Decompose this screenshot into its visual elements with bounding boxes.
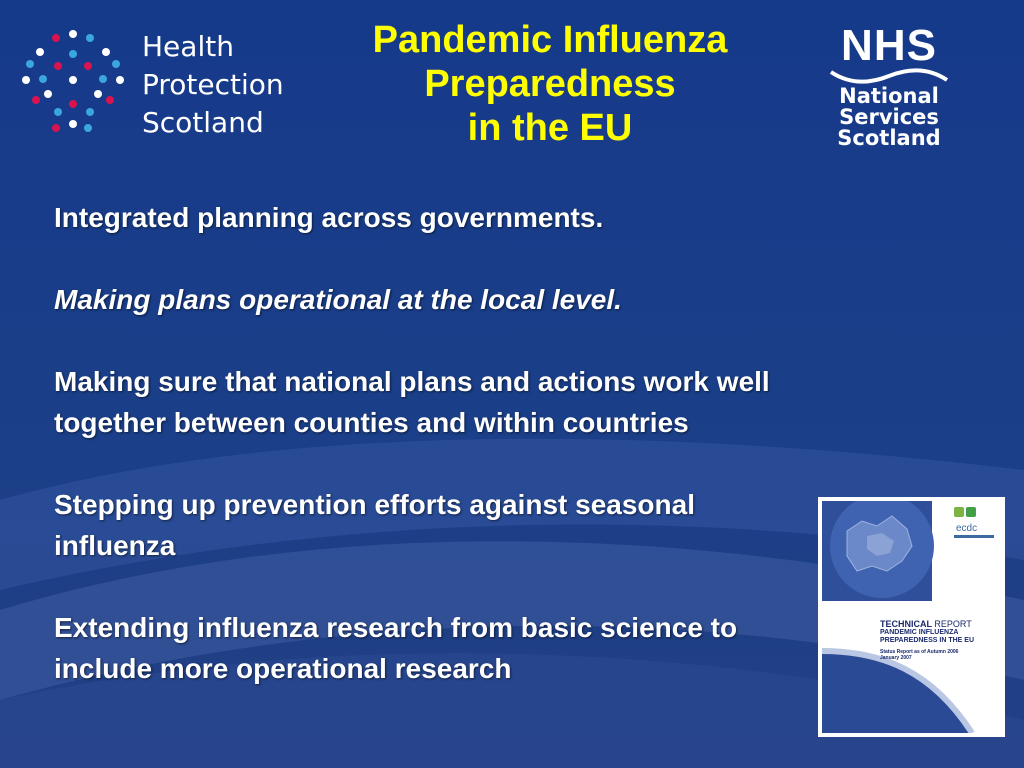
- report-cover-image: [818, 497, 1005, 737]
- report-cover-text: [880, 619, 1000, 661]
- report-status: January 2007: [880, 655, 912, 661]
- title-line: in the EU: [467, 107, 633, 149]
- hps-line: Health: [142, 30, 234, 63]
- nhs-wordmark: NHS: [841, 21, 937, 70]
- body-text: [54, 197, 814, 730]
- hps-line: Scotland: [142, 106, 264, 139]
- report-cover-art: [822, 501, 1001, 733]
- report-title: [880, 619, 1000, 629]
- bullet-paragraph: Making plans operational at the local level.: [54, 284, 622, 315]
- report-subtitle: PANDEMIC INFLUENZA: [880, 629, 959, 636]
- report-status: Status Report as of Autumn 2006: [880, 649, 959, 655]
- hps-dots-icon: [18, 24, 128, 139]
- nhs-line: National: [839, 84, 939, 108]
- hps-logo: [18, 24, 308, 144]
- ecdc-logo-icon: [954, 507, 994, 538]
- hps-line: Protection: [142, 68, 284, 101]
- slide-title: [300, 18, 800, 150]
- title-line: Preparedness: [424, 63, 676, 105]
- nhs-line: Scotland: [837, 126, 941, 150]
- report-title-rest: REPORT: [934, 619, 972, 629]
- report-title-bold: TECHNICAL: [880, 619, 932, 629]
- hps-logo-text: [142, 28, 284, 142]
- bullet-paragraph: Integrated planning across governments.: [54, 202, 604, 233]
- report-cover: [822, 501, 1001, 733]
- bullet-paragraph: Stepping up prevention efforts against seasonal influenza: [54, 489, 695, 561]
- svg-text:ecdc: ecdc: [956, 523, 978, 534]
- nhs-line: Services: [839, 105, 939, 129]
- nhs-logo: [824, 21, 954, 159]
- bullet-paragraph: Making sure that national plans and actions work well together between counties and within countries: [54, 366, 770, 438]
- report-subtitle: PREPAREDNESS IN THE EU: [880, 637, 974, 644]
- title-line: Pandemic Influenza: [372, 19, 728, 61]
- bullet-paragraph: Extending influenza research from basic science to include more operational research: [54, 612, 738, 684]
